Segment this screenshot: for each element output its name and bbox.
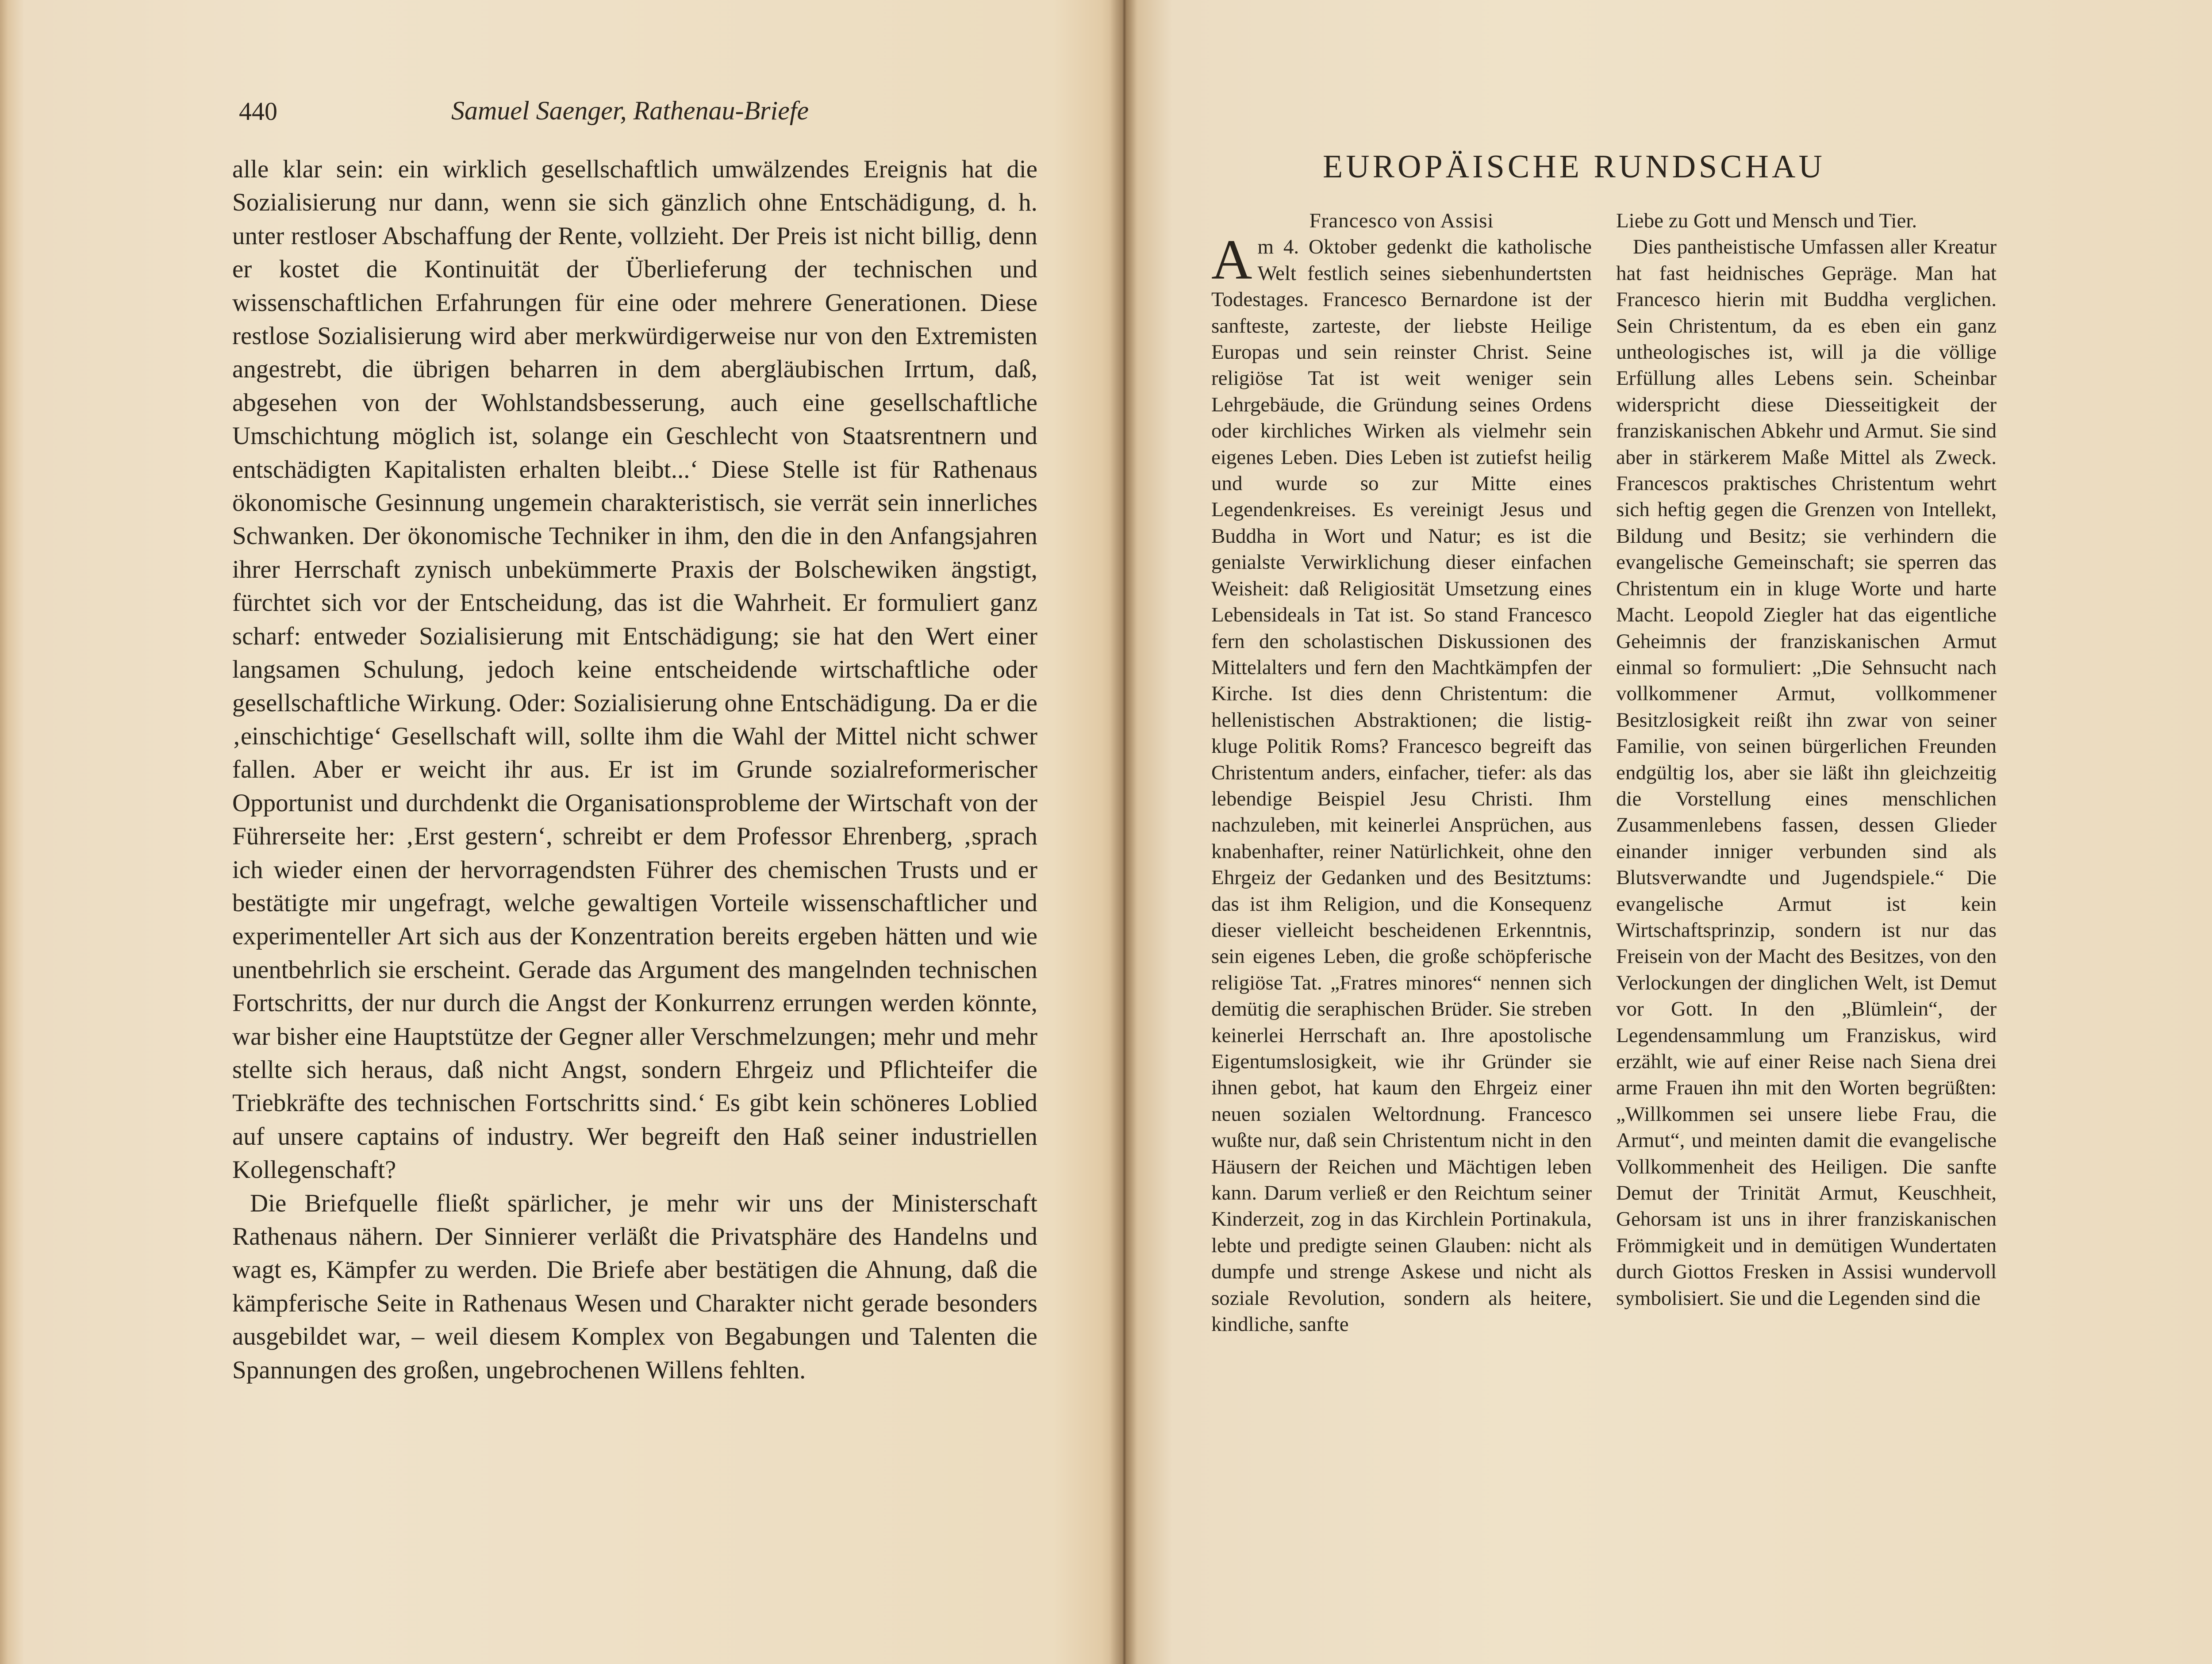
left-page-body <box>232 153 1037 1387</box>
article-column-left <box>1211 208 1592 1338</box>
section-heading: EUROPÄISCHE RUNDSCHAU <box>1323 149 1825 185</box>
article-paragraph-text: m 4. Oktober gedenkt die katholische Welt festlich seines siebenhundertsten Todestages. Francesco Bernardone ist der sanfteste, zarteste, der liebste Heilige Europas und sein reinster Christ. Seine religiöse Tat ist weit weniger sein Lehrgebäude, die Gründung seines Ordens oder kirchliches Wirken als vielmehr sein eigenes Leben. Dies Leben ist zutiefst heilig und wurde so zur Mitte eines Legendenkreises. Es vereinigt Jesus und Buddha in Wort und Natur; es ist die genialste Verwirklichung dieser einfachen Weisheit: daß Religiosität Umsetzung eines Lebensideals in Tat ist. So stand Francesco fern den scholastischen Diskussionen des Mittelalters und fern den Machtkämpfen der Kirche. Ist dies denn Christentum: die hellenistischen Abstraktionen; die listig-kluge Politik Roms? Francesco begreift das Christentum anders, einfacher, tiefer: als das lebendige Beispiel Jesu Christi. Ihm nachzuleben, mit keinerlei Ansprüchen, aus knabenhafter, reiner Natürlichkeit, ohne den Ehrgeiz der Gedanken und des Besitztums: das ist ihm Religion, und die Konsequenz dieser vielleicht bescheidenen Erkenntnis, sein eigenes Leben, die große schöpferische religiöse Tat. „Fratres minores“ nennen sich demütig die seraphischen Brüder. Sie streben keinerlei Herrschaft an. Ihre apostolische Eigentumslosigkeit, wie ihr Gründer sie ihnen gebot, hat kaum den Ehrgeiz einer neuen sozialen Weltordnung. Francesco wußte nur, daß sein Christentum nicht in den Häusern der Reichen und Mächtigen leben kann. Darum verließ er den Reichtum seiner Kinderzeit, zog in das Kirchlein Portinakula, lebte und predigte seinen Glauben: nicht als dumpfe und strenge Askese und nicht als soziale Revolution, sondern als heitere, kindliche, sanfte <box>1211 235 1592 1336</box>
body-paragraph: alle klar sein: ein wirklich gesellschaftlich umwälzendes Ereignis hat die Sozialisierung nur dann, wenn sie sich gänzlich ohne Entschädigung, d. h. unter restloser Abschaffung der Rente, vollzieht. Der Preis ist nicht billig, denn er kostet die Kontinuität der Überlieferung der technischen und wissenschaftlichen Erfahrungen für eine oder mehrere Generationen. Diese restlose Sozialisierung wird aber merkwürdigerweise nur von den Extremisten angestrebt, die übrigen beharren in dem abergläubischen Irrtum, daß, abgesehen von der Wohlstandsbesserung, auch eine gesellschaftliche Umschichtung möglich ist, solange ein Geschlecht von Staatsrentnern und entschädigten Kapitalisten erhalten bleibt...‘ Diese Stelle ist für Rathenaus ökonomische Gesinnung ungemein charakteristisch, sie verrät sein innerliches Schwanken. Der ökonomische Techniker in ihm, den die in den Anfangsjahren ihrer Herrschaft zynisch unbekümmerte Praxis der Bolschewiken ängstigt, fürchtet sich vor der Entscheidung, das ist die Wahrheit. Er formuliert ganz scharf: entweder Sozialisierung mit Entschädigung; sie hat den Wert einer langsamen Schulung, jedoch keine entscheidende wirtschaftliche oder gesellschaftliche Wirkung. Oder: Sozialisierung ohne Entschädigung. Da er die ‚einschichtige‘ Gesellschaft will, sollte ihm die Wahl der Mittel nicht schwer fallen. Aber er weicht ihr aus. Er ist im Grunde sozialreformerischer Opportunist und durchdenkt die Organisationsprobleme der Wirtschaft von der Führerseite her: ‚Erst gestern‘, schreibt er dem Professor Ehrenberg, ‚sprach ich wieder einen der hervorragendsten Führer des chemischen Trusts und er bestätigte mir ungefragt, welche gewaltigen Vorteile wissenschaftlicher und experimenteller Art sich aus der Konzentration bereits ergeben hätten und wie unentbehrlich sie erscheint. Gerade das Argument des mangelnden technischen Fortschritts, der nur durch die Angst der Konkurrenz errungen werden könnte, war bisher eine Hauptstütze der Gegner aller Verschmelzungen; mehr und mehr stellte sich heraus, daß nicht Angst, sondern Ehrgeiz und Pflichteifer die Triebkräfte des technischen Fortschritts sind.‘ Es gibt kein schöneres Loblied auf unsere captains of industry. Wer begreift den Haß seiner industriellen Kollegenschaft? <box>232 155 1037 1184</box>
book-gutter <box>1110 0 1138 1664</box>
article-paragraph: Dies pantheistische Umfassen aller Kreatur hat fast heidnisches Gepräge. Man hat Francesco hierin mit Buddha verglichen. Sein Christentum, da es eben ein ganz untheologisches ist, will ja die völlige Erfüllung alles Lebens sein. Scheinbar widerspricht diese Diesseitigkeit der franziskanischen Abkehr und Armut. Sie sind aber in stärkerem Maße Mittel als Zweck. Francescos praktisches Christentum wehrt sich heftig gegen die Grenzen von Intellekt, Bildung und Besitz; sie verhindern die evangelische Gemeinschaft; sie sperren das Christentum ein in kluge Worte und harte Macht. Leopold Ziegler hat das eigentliche Geheimnis der franziskanischen Armut einmal so formuliert: „Die Sehnsucht nach vollkommener Armut, vollkommener Besitzlosigkeit reißt ihn zwar von seiner Familie, von seinen bürgerlichen Freunden endgültig los, aber sie läßt ihn gleichzeitig die Vorstellung eines menschlichen Zusammenlebens fassen, dessen Glieder einander inniger verbunden sind als Blutsverwandte und Jugendspiele.“ Die evangelische Armut ist kein Wirtschaftsprinzip, sondern ist nur das Freisein von der Macht des Besitzes, von den Verlockungen der dinglichen Welt, ist Demut vor Gott. In den „Blümlein“, der Legendensammlung um Franziskus, wird erzählt, wie auf einer Reise nach Siena drei arme Frauen ihn mit den Worten begrüßten: „Willkommen sei unsere liebe Frau, die Armut“, und meinten damit die evangelische Vollkommenheit des Heiligen. Die sanfte Demut der Trinität Armut, Keuschheit, Gehorsam ist uns in ihrer franziskanischen Frömmigkeit und in demütigen Wundertaten durch Giottos Fresken in Assisi wundervoll symbolisiert. Sie und die Legenden sind die <box>1616 235 1997 1310</box>
article-paragraph <box>1211 228 1592 1338</box>
page-number: 440 <box>239 97 277 126</box>
running-title: Samuel Saenger, Rathenau-Briefe <box>451 96 809 125</box>
running-head <box>239 96 1053 132</box>
article-column-right <box>1616 208 1997 1311</box>
body-paragraph: Die Briefquelle fließt spärlicher, je mehr wir uns der Ministerschaft Rathenaus nähern. Der Sinnierer verläßt die Privatsphäre des Handelns und wagt es, Kämpfer zu werden. Die Briefe aber bestätigen die Ahnung, daß die kämpferische Seite in Rathenaus Wesen und Charakter nicht gerade besonders ausgebildet war, – weil diesem Komplex von Begabungen und Talenten die Spannungen des großen, ungebrochenen Willens fehlten. <box>232 1189 1037 1384</box>
drop-cap: A <box>1211 228 1252 291</box>
article-paragraph: Liebe zu Gott und Mensch und Tier. <box>1616 209 1917 232</box>
article-title: Francesco von Assisi <box>1309 209 1494 232</box>
